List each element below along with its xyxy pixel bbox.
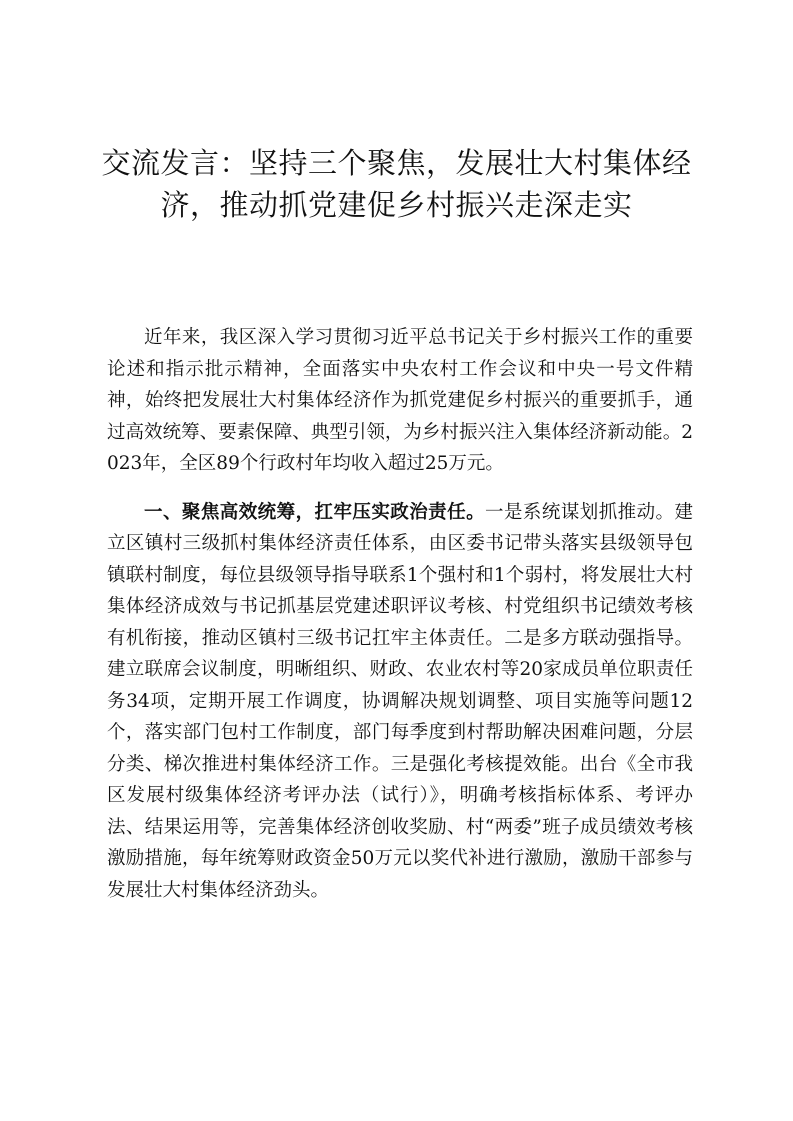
title-line-2: 济，推动抓党建促乡村振兴走深走实 (160, 188, 633, 222)
document-body (107, 322, 693, 906)
section-1-paragraph (107, 497, 693, 907)
intro-paragraph: 近年来，我区深入学习贯彻习近平总书记关于乡村振兴工作的重要论述和指示批示精神，全面落实中央农村工作会议和中央一号文件精神，始终把发展壮大村集体经济作为抓党建促乡村振兴的重要抓手，通过高效统筹、要素保障、典型引领，为乡村振兴注入集体经济新动能。2023年，全区89个行政村年均收入超过25万元。 (107, 327, 693, 474)
section-1-heading: 一、聚焦高效统筹，扛牢压实政治责任。 (144, 501, 486, 523)
document-title (95, 142, 698, 226)
title-line-1: 交流发言：坚持三个聚焦，发展壮大村集体经 (101, 146, 692, 180)
section-1-text: 一是系统谋划抓推动。建立区镇村三级抓村集体经济责任体系，由区委书记带头落实县级领导包镇联村制度，每位县级领导指导联系1个强村和1个弱村，将发展壮大村集体经济成效与书记抓基层党建述职评议考核、村党组织书记绩效考核有机衔接，推动区镇村三级书记扛牢主体责任。二是多方联动强指导。建立联席会议制度，明晰组织、财政、农业农村等20家成员单位职责任务34项，定期开展工作调度，协调解决规划调整、项目实施等问题12个，落实部门包村工作制度，部门每季度到村帮助解决困难问题，分层分类、梯次推进村集体经济工作。三是强化考核提效能。出台《全市我区发展村级集体经济考评办法（试行）》，明确考核指标体系、考评办法、结果运用等，完善集体经济创收奖励、村“两委”班子成员绩效考核激励措施，每年统筹财政资金50万元以奖代补进行激励，激励干部参与发展壮大村集体经济劲头。 (107, 501, 693, 901)
